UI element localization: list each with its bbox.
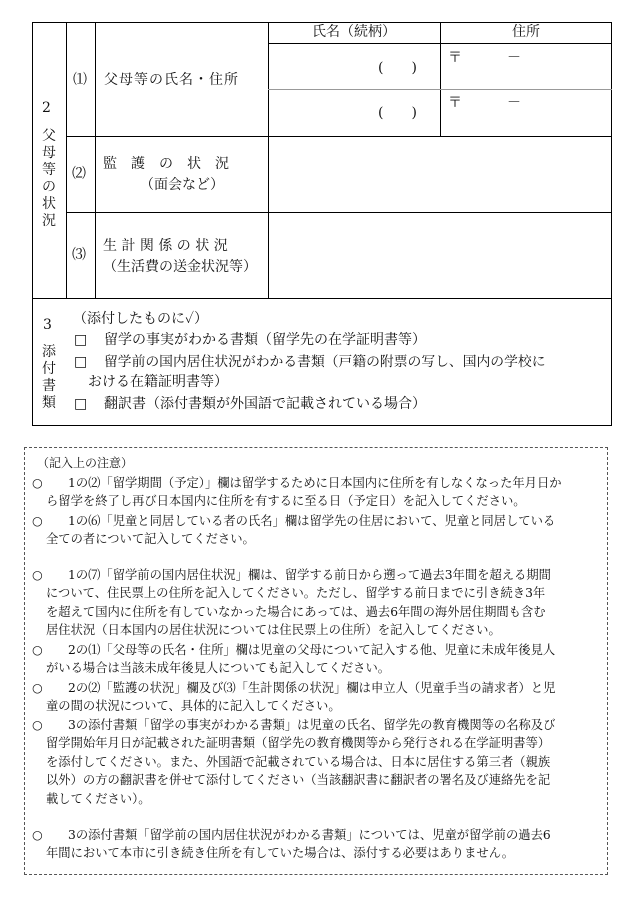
row-3-number: ⑶ <box>72 247 86 263</box>
row-3-label: 生 計 関 係 の 状 況 <box>103 238 228 254</box>
note-line: 1の⑺「留学前の国内居住状況」欄は、留学する前日から遡って過去3年間を超える期間 <box>68 568 551 582</box>
row-1-label: 父母等の氏名・住所 <box>104 72 239 88</box>
note-item <box>32 512 604 549</box>
note-line: 2の⑵「監護の状況」欄及び⑶「生計関係の状況」欄は申立人（児童手当の請求者）と児 <box>68 681 556 695</box>
note-line: を添付してください。また、外国語で記載されている場合は、日本に居住する第三者（親族 <box>46 754 551 769</box>
attach-checkbox-1[interactable]: □ <box>74 332 88 348</box>
note-item <box>32 679 604 716</box>
bullet-circle-icon: ○ <box>32 828 43 842</box>
postal-mark-1: 〒 <box>448 50 462 66</box>
note-line: 3の添付書類「留学の事実がわかる書類」は児童の氏名、留学先の教育機関等の名称及び <box>68 718 556 732</box>
note-line: 1の⑵「留学期間（予定）」欄は留学するために日本国内に住所を有しなくなった年月日か <box>68 476 562 490</box>
bullet-circle-icon: ○ <box>32 568 43 582</box>
note-line: 童の間の状況について、具体的に記入してください。 <box>46 699 341 714</box>
note-item <box>32 474 604 511</box>
attach-item-2-cont: おける在籍証明書等） <box>88 374 228 390</box>
bullet-circle-icon: ○ <box>32 476 43 490</box>
note-line: 以外）の方の翻訳書を併せて添付してください（当該翻訳書に翻訳者の署名及び連絡先を記 <box>46 773 551 788</box>
postal-dash-2: － <box>507 95 521 111</box>
note-line: 載してください）。 <box>46 791 151 806</box>
postal-mark-2: 〒 <box>448 95 462 111</box>
note-line: 2の⑴「父母等の氏名・住所」欄は児童の父母について記入する他、児童に未成年後見人 <box>68 643 556 657</box>
note-item <box>32 716 604 808</box>
note-item <box>32 826 604 863</box>
note-line: 留学開始年月日が記載された証明書類（留学先の教育機関等から発行される在学証明書等） <box>46 736 551 751</box>
note-line: がいる場合は当該未成年後見人についても記入してください。 <box>46 661 391 676</box>
note-line: を超えて国内に住所を有していなかった場合にあっては、過去6年間の海外居住期間も含む <box>46 604 546 619</box>
row-2-sublabel: （面会など） <box>140 177 224 193</box>
notes-header: （記入上の注意） <box>37 456 134 470</box>
header-address: 住所 <box>512 24 540 40</box>
row-3-sublabel: （生活費の送金状況等） <box>103 259 257 275</box>
attach-item-2: 留学前の国内居住状況がわかる書類（戸籍の附票の写し、国内の学校に <box>104 354 546 370</box>
row-2-label: 監 護 の 状 況 <box>103 156 229 172</box>
attach-item-3: 翻訳書（添付書類が外国語で記載されている場合） <box>104 396 426 412</box>
attach-checkbox-2[interactable]: □ <box>74 354 88 370</box>
bullet-circle-icon: ○ <box>32 514 43 528</box>
note-line: 全ての者について記入してください。 <box>46 532 255 547</box>
attach-item-1: 留学の事実がわかる書類（留学先の在学証明書等） <box>104 332 426 348</box>
note-line: ら留学を終了し再び日本国内に住所を有するに至る日（予定日）を記入してください。 <box>46 494 526 509</box>
section-3-title: 添 付 書 類 <box>42 344 56 411</box>
section-3-number: 3 <box>43 317 52 333</box>
section-2-number: 2 <box>42 100 51 116</box>
note-line: 3の添付書類「留学前の国内居住状況がわかる書類」については、児童が留学前の過去6 <box>68 828 551 842</box>
note-line: 居住状況（日本国内の居住状況については住民票上の住所）を記入してください。 <box>46 623 501 638</box>
section-2-title: 父 母 等 の 状 況 <box>42 128 56 229</box>
bullet-circle-icon: ○ <box>32 681 43 695</box>
header-name: 氏名（続柄） <box>312 24 396 40</box>
attach-intro: （添付したものに✓） <box>73 311 209 327</box>
note-line: 1の⑹「児童と同居している者の氏名」欄は留学先の住居において、児童と同居している <box>68 514 556 528</box>
note-line: 年間において本市に引き続き住所を有していた場合は、添付する必要はありません。 <box>46 846 515 861</box>
note-item <box>32 566 604 640</box>
postal-dash-1: － <box>507 50 521 66</box>
row-2-number: ⑵ <box>72 166 86 182</box>
bullet-circle-icon: ○ <box>32 718 43 732</box>
row-1-number: ⑴ <box>73 72 87 88</box>
attach-checkbox-3[interactable]: □ <box>74 396 88 412</box>
note-line: について、住民票上の住所を記入してください。ただし、留学する前日までに引き続き3年 <box>46 586 546 601</box>
relation-field-2[interactable]: ( ) <box>378 105 417 121</box>
relation-field-1[interactable]: ( ) <box>378 60 417 76</box>
note-item <box>32 641 604 678</box>
bullet-circle-icon: ○ <box>32 643 43 657</box>
